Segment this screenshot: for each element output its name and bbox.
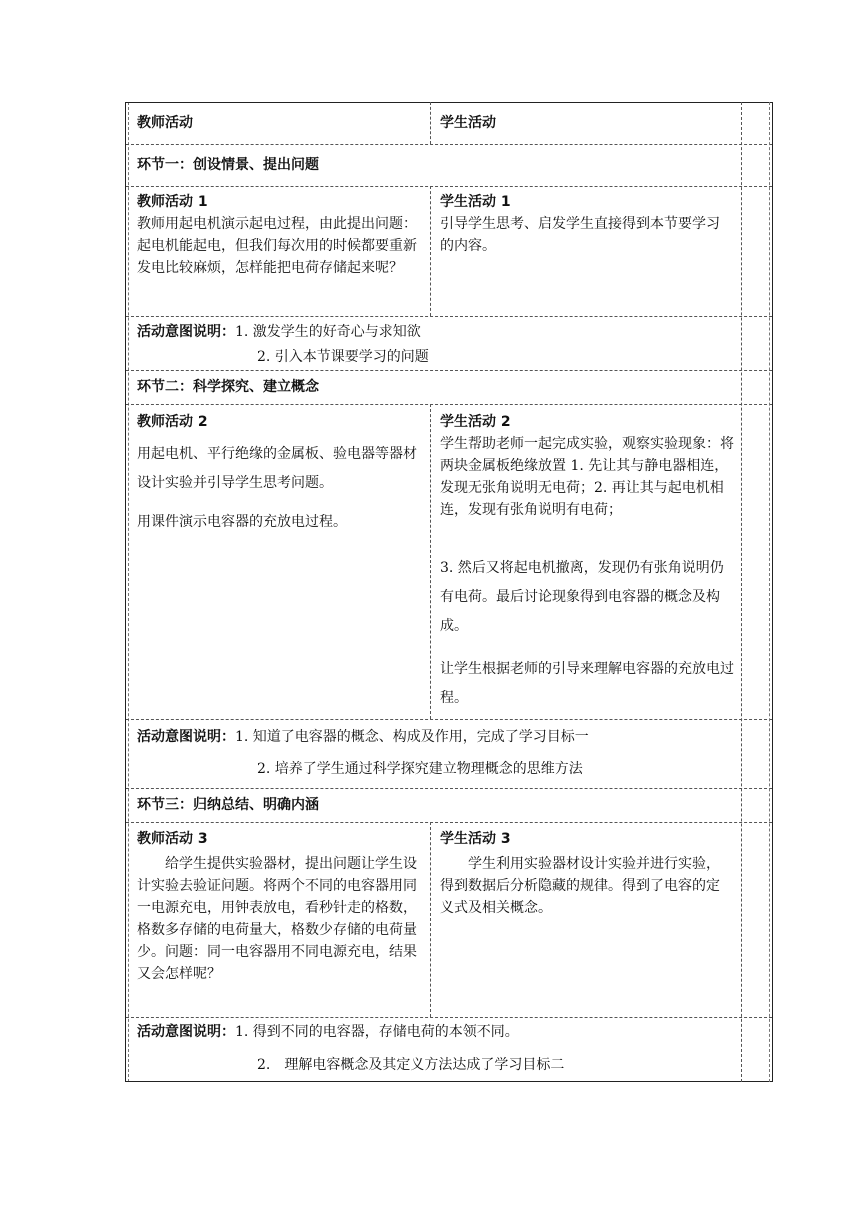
header-student: 学生活动 <box>440 115 496 131</box>
section1-teacher-text: 教师用起电机演示起电过程，由此提出问题：起电机能起电，但我们每次用的时候都要重新发电比较麻烦，怎样能把电荷存储起来呢？ <box>137 216 417 276</box>
column-line <box>430 186 431 316</box>
row-line <box>126 1017 772 1018</box>
section3-student-text: 学生利用实验器材设计实验并进行实验，得到数据后分析隐藏的规律。得到了电容的定义式及相关概念。 <box>440 856 720 916</box>
column-line <box>430 404 431 719</box>
section2-teacher-label: 教师活动 2 <box>137 414 208 430</box>
intent-label: 活动意图说明： <box>137 324 235 340</box>
row-line <box>126 1081 772 1082</box>
section1-intent <box>137 321 737 343</box>
section2-student-text-2: 3. 然后又将起电机撤离，发现仍有张角说明仍有电荷。最后讨论现象得到电容器的概念及构成。 <box>440 560 724 634</box>
row-line <box>126 316 772 317</box>
header-teacher: 教师活动 <box>137 115 193 131</box>
column-line <box>430 102 431 144</box>
section1-teacher-label: 教师活动 1 <box>137 194 208 210</box>
row-line <box>126 186 772 187</box>
section2-teacher-text-1: 用起电机、平行绝缘的金属板、验电器等器材设计实验并引导学生思考问题。 <box>137 446 417 491</box>
section3-teacher-text: 给学生提供实验器材，提出问题让学生设计实验去验证问题。将两个不同的电容器用同一电源充电，用钟表放电，看秒针走的格数，格数多存储的电荷量大，格数少存储的电荷量少。问题：同一电容器用不同电源充电，结果又会怎样呢？ <box>137 856 417 982</box>
intent-label: 活动意图说明： <box>137 729 235 745</box>
intent-item-1: 1. 知道了电容器的概念、构成及作用，完成了学习目标一 <box>235 729 589 745</box>
section2-intent <box>137 726 737 748</box>
row-line <box>126 404 772 405</box>
section2-student-text-3: 让学生根据老师的引导来理解电容器的充放电过程。 <box>440 661 734 706</box>
section3-intent <box>137 1021 737 1043</box>
section2-title: 环节二：科学探究、建立概念 <box>137 379 319 395</box>
row-line <box>126 788 772 789</box>
section1-title: 环节一：创设情景、提出问题 <box>137 157 319 173</box>
row-line <box>126 822 772 823</box>
section2-student-label: 学生活动 2 <box>440 414 511 430</box>
row-line <box>126 370 772 371</box>
section3-student-label: 学生活动 3 <box>440 831 511 847</box>
section2-student-text-1: 学生帮助老师一起完成实验，观察实验现象：将两块金属板绝缘放置 1. 先让其与静电器相连，发现无张角说明无电荷；2. 再让其与起电机相连，发现有张角说明有电荷； <box>440 436 734 518</box>
lesson-table <box>125 102 773 1082</box>
section1-student-text: 引导学生思考、启发学生直接得到本节要学习的内容。 <box>440 216 720 254</box>
row-line <box>126 102 772 103</box>
row-line <box>126 719 772 720</box>
section3-teacher-label: 教师活动 3 <box>137 831 208 847</box>
section2-teacher-text-2: 用课件演示电容器的充放电过程。 <box>137 514 347 530</box>
intent-item-1: 1. 激发学生的好奇心与求知欲 <box>235 324 421 340</box>
column-line <box>741 102 742 1082</box>
row-line <box>126 144 772 145</box>
intent-item-1: 1. 得到不同的电容器，存储电荷的本领不同。 <box>235 1024 519 1040</box>
section1-intent-item-2: 2. 引入本节课要学习的问题 <box>257 349 429 365</box>
intent-label: 活动意图说明： <box>137 1024 235 1040</box>
column-line <box>430 822 431 1017</box>
section3-intent-item-2: 2. 理解电容概念及其定义方法达成了学习目标二 <box>257 1057 565 1073</box>
section2-intent-item-2: 2. 培养了学生通过科学探究建立物理概念的思维方法 <box>257 761 583 777</box>
section1-student-label: 学生活动 1 <box>440 194 511 210</box>
section3-title: 环节三：归纳总结、明确内涵 <box>137 797 319 813</box>
